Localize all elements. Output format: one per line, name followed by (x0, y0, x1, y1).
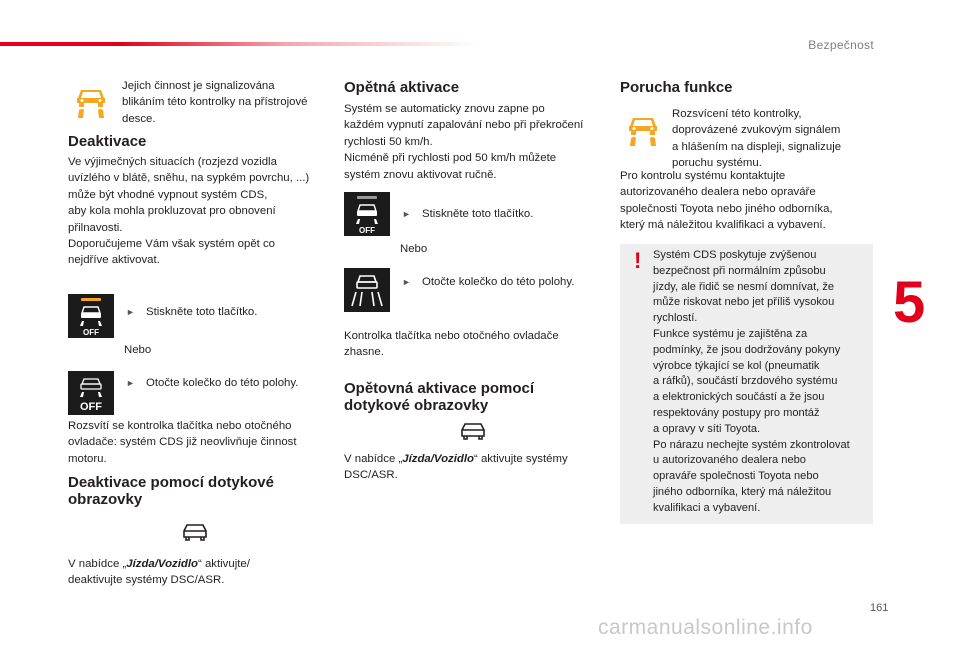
vehicle-menu-icon (180, 521, 210, 543)
deactivation-heading: Deaktivace (68, 133, 147, 150)
col1-or: Nebo (124, 344, 152, 356)
bullet-icon: ► (126, 378, 135, 388)
col1-turn-wheel-step: ► Otočte kolečko do této polohy. (126, 377, 299, 389)
col1-menu-instruction: V nabídce „Jízda/Vozidlo“ aktivujte/ deaktivujte systémy DSC/ASR. (68, 558, 250, 587)
cds-off-wheel-image (68, 371, 114, 415)
col2-menu-instruction: V nabídce „Jízda/Vozidlo“ aktivujte systémy DSC/ASR. (344, 453, 568, 482)
reactivation-heading: Opětná aktivace (344, 79, 460, 96)
svg-text:OFF: OFF (83, 328, 99, 337)
reactivation-text: Systém se automaticky znovu zapne po každém vypnutí zapalování nebo při překročení rychlosti 50 km/h. Nicméně při rychlosti pod 50 km/h můžete systém znovu aktivovat ručně. (344, 103, 584, 181)
vehicle-menu-icon (458, 420, 488, 442)
watermark: carmanualsonline.info (598, 616, 813, 639)
col2-turn-wheel-step: ► Otočte kolečko do této polohy. (402, 276, 575, 288)
header-accent-bar (0, 42, 480, 46)
svg-text:OFF: OFF (80, 401, 102, 413)
drive-mode-wheel-image (344, 268, 390, 312)
malfunction-lamp-text: Rozsvícení této kontrolky, doprovázené zvukovým signálem a hlášením na displeji, signalizuje poruchu systému. (672, 108, 842, 170)
malfunction-contact-text: Pro kontrolu systému kontaktujte autorizovaného dealera nebo opraváře společnosti Toyota nebo jiného odborníka, který má náležitou kvalifikaci a vybavení. (620, 170, 833, 232)
cds-off-button-image (344, 192, 390, 236)
bullet-icon: ► (402, 209, 411, 219)
page-number: 161 (870, 602, 889, 614)
malfunction-heading: Porucha funkce (620, 79, 733, 96)
safety-warning-box (620, 244, 873, 524)
col2-after-text: Kontrolka tlačítka nebo otočného ovladače zhasne. (344, 330, 559, 359)
safety-warning-text: Systém CDS poskytuje zvýšenou bezpečnost při normálním způsobu jízdy, ale řidič se nesmí domnívat, že může riskovat nebo jet příliš vysokou rychlostí. Funkce systému je zajištěna za podmínky, že jsou dodržovány pokyny výrobce týkající se kol (pneumatik a ráfků), součástí brzdového systému a elektronických součástí a že jsou respektovány postupy pro montáž a opravy v síti Toyota. Po nárazu nechejte systém zkontrolovat u autorizovaného dealera nebo opraváře společnosti Toyota nebo jiného odborníka, který má náležitou kvalifikaci a vybavení. (653, 249, 850, 514)
bullet-icon: ► (126, 307, 135, 317)
col1-intro: Jejich činnost je signalizována blikáním této kontrolky na přístrojové desce. (122, 80, 308, 125)
bullet-icon: ► (402, 277, 411, 287)
deactivation-text: Ve výjimečných situacích (rozjezd vozidla uvízlého v blátě, sněhu, na sypkém povrchu, ...) může být vhodné vypnout systém CDS, aby kola mohla prokluzovat pro obnovení přilnavosti. Doporučujeme Vám však systém opět co nejdříve aktivovat. (68, 156, 310, 267)
touch-deactivation-heading: Deaktivace pomocí dotykové obrazovky (68, 474, 274, 508)
cds-off-button-image (68, 294, 114, 338)
cds-warning-lamp-icon (72, 84, 110, 122)
warning-exclamation-icon: ! (634, 248, 642, 273)
col1-after-text: Rozsvítí se kontrolka tlačítka nebo otočného ovladače: systém CDS již neovlivňuje činnost motoru. (68, 420, 297, 465)
col2-or: Nebo (400, 243, 428, 255)
col2-press-button-step: ► Stiskněte toto tlačítko. (402, 208, 534, 220)
col1-press-button-step: ► Stiskněte toto tlačítko. (126, 306, 258, 318)
chapter-number: 5 (893, 270, 926, 335)
svg-text:OFF: OFF (359, 226, 375, 235)
touch-reactivation-heading: Opětovná aktivace pomocí dotykové obrazovky (344, 380, 535, 414)
cds-warning-lamp-icon (624, 112, 662, 150)
section-title: Bezpečnost (808, 38, 874, 52)
